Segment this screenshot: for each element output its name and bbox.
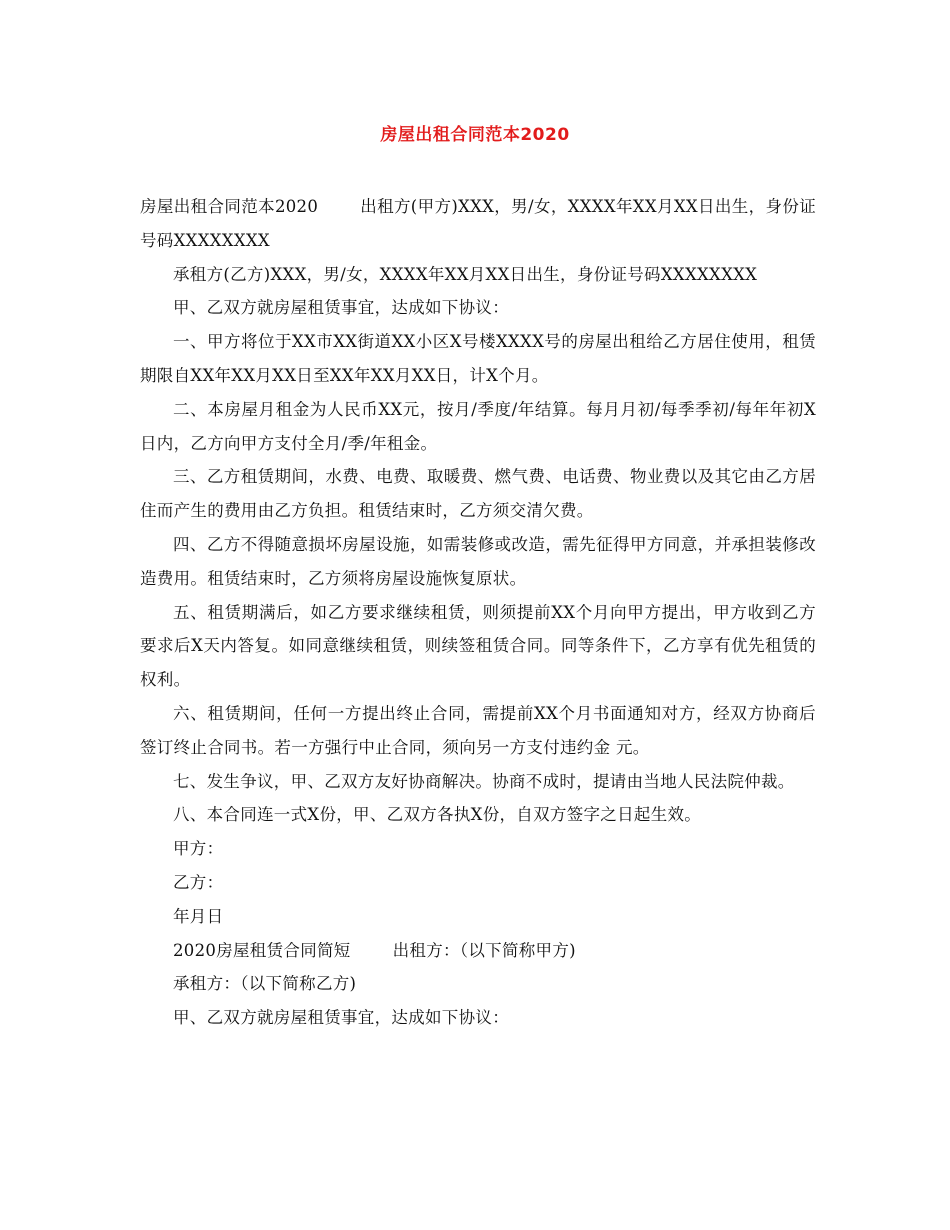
clause-4: 四、乙方不得随意损坏房屋设施，如需装修或改造，需先征得甲方同意，并承担装修改造费用。租赁结束时，乙方须将房屋设施恢复原状。 [140,534,816,588]
second-text: 出租方：（以下简称甲方) [392,940,576,960]
clause-1: 一、甲方将位于XX市XX街道XX小区X号楼XXXX号的房屋出租给乙方居住使用，租赁期限自XX年XX月XX日至XX年XX月XX日，计X个月。 [140,332,816,385]
clause-3: 三、乙方租赁期间，水费、电费、取暖费、燃气费、电话费、物业费以及其它由乙方居住而产生的费用由乙方负担。租赁结束时，乙方须交清欠费。 [140,467,816,521]
clause-7: 七、发生争议，甲、乙双方友好协商解决。协商不成时，提请由当地人民法院仲裁。 [173,771,795,791]
party-b-signature: 乙方： [173,872,224,892]
second-lead: 2020房屋租赁合同简短 [173,940,351,960]
clause-6: 六、租赁期间，任何一方提出终止合同，需提前XX个月书面通知对方，经双方协商后签订终止合同书。若一方强行中止合同，须向另一方支付违约金 元。 [140,703,816,757]
document-body [140,190,816,1035]
date-line: 年月日 [173,906,224,926]
clause-5: 五、租赁期满后，如乙方要求继续租赁，则须提前XX个月向甲方提出，甲方收到乙方要求后X天内答复。如同意继续租赁，则续签租赁合同。同等条件下，乙方享有优先租赁的权利。 [140,602,816,690]
intro-text: 出租方(甲方)XXX，男/女，XXXX年XX月XX日出生，身份证号码XXXXXXXX [140,197,817,250]
intro-paragraph [140,190,816,258]
second-lessee: 承租方：（以下简称乙方) [173,974,357,994]
clause-8: 八、本合同连一式X份，甲、乙双方各执X份，自双方签字之日起生效。 [173,805,702,825]
clause-2: 二、本房屋月租金为人民币XX元，按月/季度/年结算。每月月初/每季季初/每年年初X日内，乙方向甲方支付全月/季/年租金。 [140,399,816,453]
second-contract-heading [140,934,816,968]
intro-lead: 房屋出租合同范本2020 [140,197,319,216]
paragraph-agreement: 甲、乙双方就房屋租赁事宜，达成如下协议： [173,298,509,318]
paragraph-lessee: 承租方(乙方)XXX，男/女，XXXX年XX月XX日出生，身份证号码XXXXXXXX [173,264,758,284]
party-a-signature: 甲方： [173,839,224,859]
document-title: 房屋出租合同范本2020 [380,125,570,145]
second-agreement: 甲、乙双方就房屋租赁事宜，达成如下协议： [173,1008,509,1028]
